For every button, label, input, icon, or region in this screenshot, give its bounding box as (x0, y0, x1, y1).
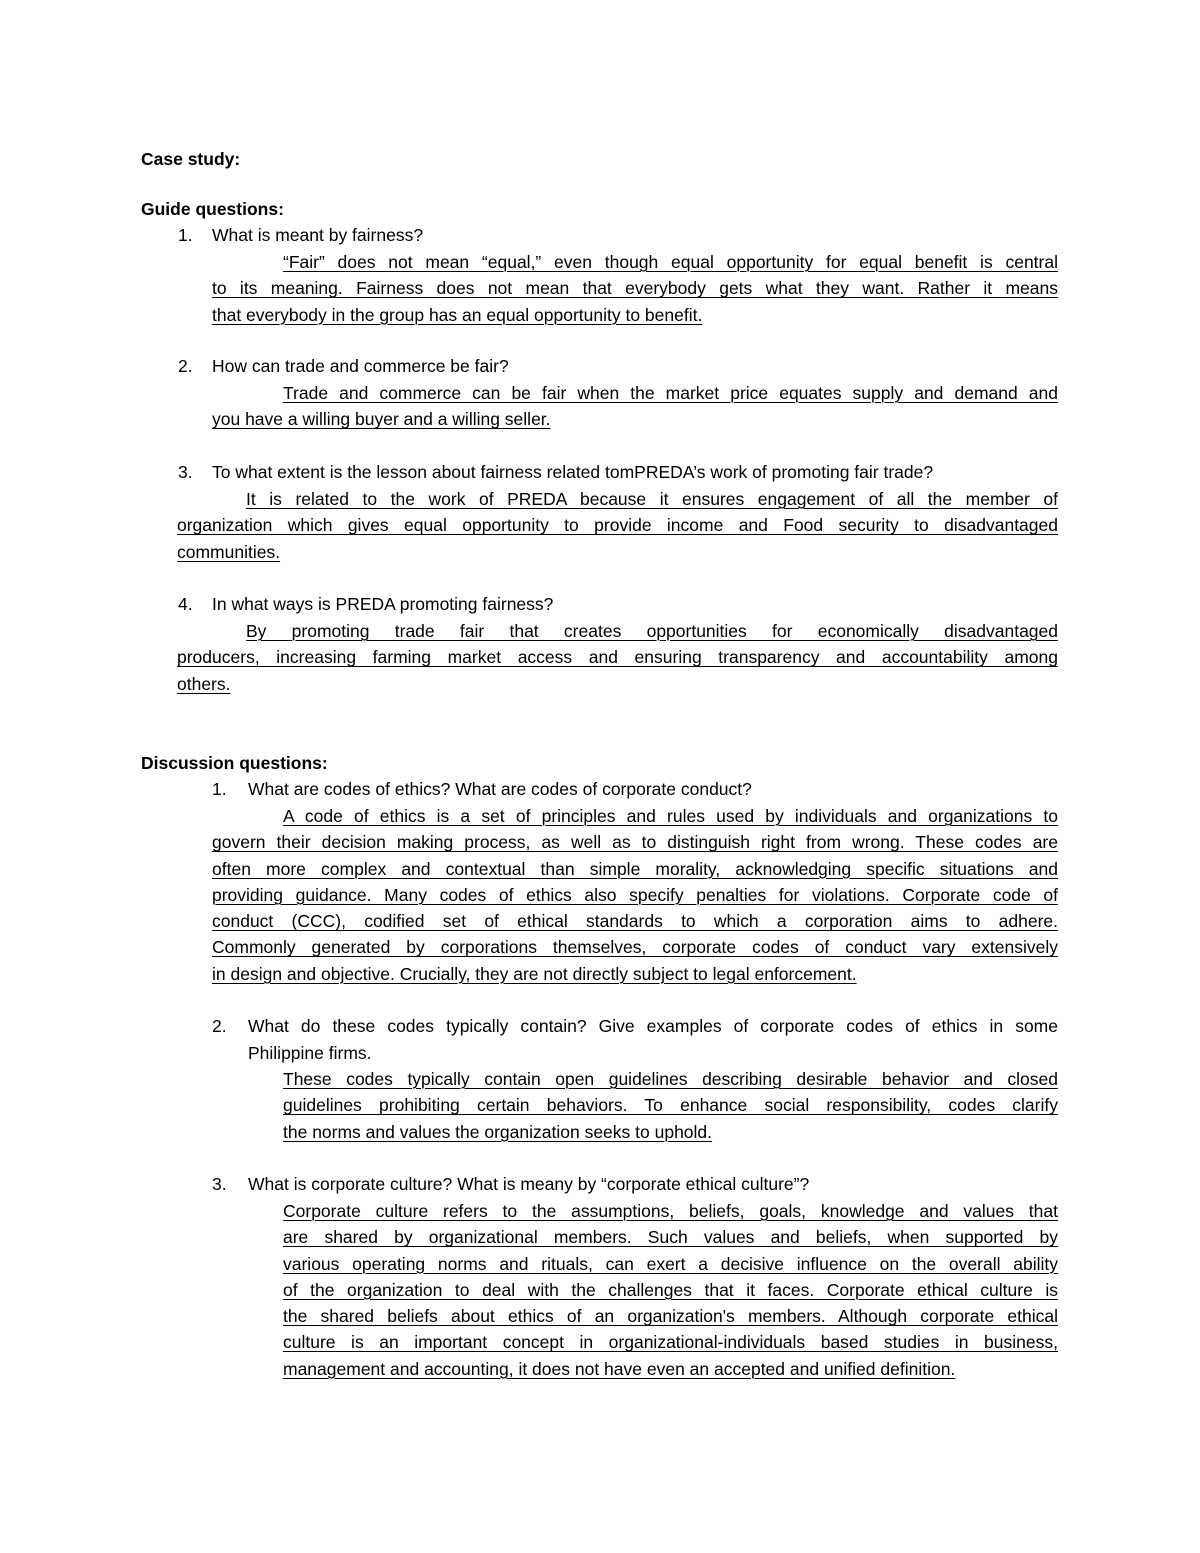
answer-line: A code of ethics is a set of principles and rules used by individuals and organizations to (283, 806, 1058, 826)
discussion-q2-answer (283, 1066, 1058, 1145)
answer-line: Commonly generated by corporations themselves, corporate codes of conduct vary extensively (212, 937, 1058, 958)
answer-line: management and accounting, it does not have even an accepted and unified definition. (283, 1358, 956, 1379)
discussion-q1-number: 1. (212, 779, 227, 799)
discussion-q1-answer (212, 803, 1058, 987)
answer-line: “Fair” does not mean “equal,” even though equal opportunity for equal benefit is central (283, 252, 1058, 272)
guide-q3-answer (177, 486, 1058, 565)
answer-line: the shared beliefs about ethics of an organization's members. Although corporate ethical (283, 1306, 1058, 1327)
answer-line: often more complex and contextual than simple morality, acknowledging specific situations and (212, 858, 1058, 879)
answer-line: the norms and values the organization seeks to uphold. (283, 1121, 713, 1142)
answer-line: that everybody in the group has an equal opportunity to benefit. (212, 304, 703, 325)
discussion-q2-question-line2: Philippine firms. (248, 1043, 372, 1063)
answer-line: are shared by organizational members. Such values and beliefs, when supported by (283, 1227, 1058, 1248)
answer-line: providing guidance. Many codes of ethics also specify penalties for violations. Corporate code of (212, 884, 1058, 905)
discussion-q1-question: What are codes of ethics? What are codes of corporate conduct? (248, 779, 752, 799)
guide-q1-number: 1. (178, 225, 193, 245)
discussion-q2-number: 2. (212, 1016, 227, 1036)
answer-line: others. (177, 673, 231, 694)
guide-q1-question: What is meant by fairness? (212, 225, 424, 245)
guide-q1-answer (212, 249, 1058, 328)
answer-line: you have a willing buyer and a willing seller. (212, 409, 551, 430)
answer-line: communities. (177, 541, 281, 562)
guide-questions-title: Guide questions: (141, 199, 284, 219)
answer-line: to its meaning. Fairness does not mean that everybody gets what they want. Rather it means (212, 278, 1058, 299)
answer-line: Corporate culture refers to the assumptions, beliefs, goals, knowledge and values that (283, 1201, 1058, 1221)
answer-line: By promoting trade fair that creates opportunities for economically disadvantaged (246, 621, 1058, 641)
discussion-q3-question: What is corporate culture? What is meany by “corporate ethical culture”? (248, 1174, 810, 1194)
discussion-questions-title: Discussion questions: (141, 753, 328, 773)
guide-q2-question: How can trade and commerce be fair? (212, 356, 509, 376)
answer-line: guidelines prohibiting certain behaviors. To enhance social responsibility, codes clarify (283, 1095, 1058, 1116)
answer-line: organization which gives equal opportunity to provide income and Food security to disadvantaged (177, 515, 1058, 536)
discussion-q3-number: 3. (212, 1174, 227, 1194)
guide-q4-answer (177, 618, 1058, 697)
guide-q2-answer (212, 380, 1058, 433)
answer-line: Trade and commerce can be fair when the market price equates supply and demand and (283, 383, 1058, 403)
guide-q2-number: 2. (178, 356, 193, 376)
answer-line: in design and objective. Crucially, they are not directly subject to legal enforcement. (212, 963, 857, 984)
answer-line: producers, increasing farming market access and ensuring transparency and accountability among (177, 647, 1058, 668)
answer-line: These codes typically contain open guidelines describing desirable behavior and closed (283, 1069, 1058, 1089)
answer-line: various operating norms and rituals, can exert a decisive influence on the overall ability (283, 1253, 1058, 1274)
guide-q4-question: In what ways is PREDA promoting fairness? (212, 594, 554, 614)
discussion-q3-answer (283, 1198, 1058, 1382)
guide-q3-question: To what extent is the lesson about fairness related tomPREDA’s work of promoting fair trade? (212, 462, 934, 482)
answer-line: It is related to the work of PREDA because it ensures engagement of all the member of (246, 489, 1058, 509)
answer-line: conduct (CCC), codified set of ethical standards to which a corporation aims to adhere. (212, 911, 1058, 932)
answer-line: of the organization to deal with the challenges that it faces. Corporate ethical culture is (283, 1279, 1058, 1300)
answer-line: culture is an important concept in organizational-individuals based studies in business, (283, 1332, 1058, 1353)
discussion-q2-question-line1: What do these codes typically contain? Give examples of corporate codes of ethics in some (248, 1016, 1058, 1036)
case-study-heading: Case study: (141, 149, 241, 169)
guide-q4-number: 4. (178, 594, 193, 614)
guide-q3-number: 3. (178, 462, 193, 482)
answer-line: govern their decision making process, as well as to distinguish right from wrong. These codes are (212, 832, 1058, 853)
